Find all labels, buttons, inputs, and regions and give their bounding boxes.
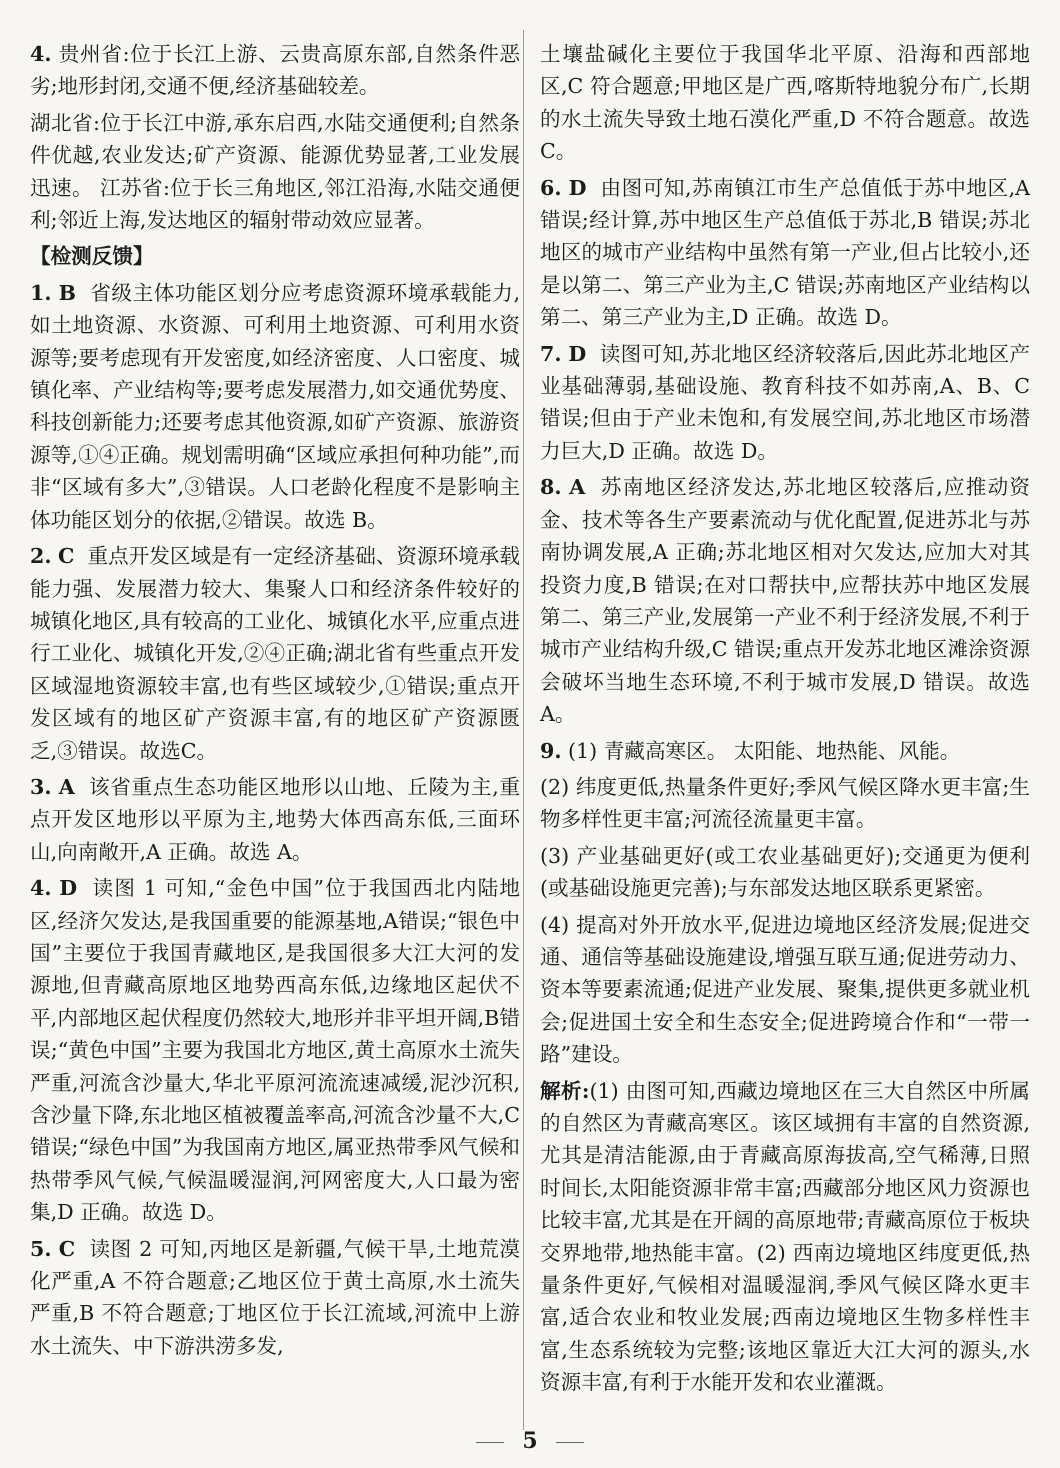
analysis [540,1075,1030,1399]
item-number: 4. [30,876,52,901]
column-divider [523,30,524,1430]
answer-item [540,338,1030,468]
item-text: 读图 2 可知,丙地区是新疆,气候干旱,土地荒漠化严重,A 不符合题意;乙地区位于黄土高原,水土流失严重,B 不符合题意;丁地区位于长江流域,河流中上游水土流失、中下游洪涝多发, [30,1236,520,1358]
item-answer: C [58,544,75,569]
item-text: (1) 青藏高寒区。 太阳能、地热能、风能。 [568,738,961,763]
item-number: 5. [30,1236,52,1261]
item-number: 3. [30,774,52,799]
answer-item [540,471,1030,730]
item-number: 4. [30,42,52,66]
answer-item [30,872,520,1228]
answer-item [540,735,1030,767]
analysis-label: 解析: [540,1078,590,1103]
item-answer: D [568,341,587,366]
answer-item [540,172,1030,334]
page-number [0,1428,1060,1454]
paragraph: (2) 纬度更低,热量条件更好;季风气候区降水更丰富;生物多样性更丰富;河流径流量更丰富。 [540,774,1030,832]
item-text: 读图可知,苏北地区经济较落后,因此苏北地区产业基础薄弱,基础设施、教育科技不如苏南,A、B、C 错误;但由于产业未饱和,有发展空间,苏北地区市场潜力巨大,D 正确。故选 D。 [540,341,1031,463]
answer-item [30,1233,520,1363]
item-number: 6. [540,175,562,200]
item-answer: D [568,175,587,200]
paragraph: (4) 提高对外开放水平,促进边境地区经济发展;促进交通、通信等基础设施建设,增强互联互通;促进劳动力、资本等要素流通;促进产业发展、聚集,提供更多就业机会;促进国土安全和生态安全;促进跨境合作和“一带一路”建设。 [540,912,1030,1067]
item-text: 该省重点生态功能区地形以山地、丘陵为主,重点开发区地形以平原为主,地势大体西高东低,三面环山,向南敞开,A 正确。故选 A。 [30,774,521,864]
item-number: 9. [540,738,562,763]
item-answer: B [58,280,77,305]
section-heading: 【检测反馈】 [30,244,154,269]
answer-item [30,38,520,103]
paragraph: 湖北省:位于长江中游,承东启西,水陆交通便利;自然条件优越,农业发达;矿产资源、能源优势显著,工业发展迅速。 江苏省:位于长三角地区,邻江沿海,水陆交通便利;邻近上海,发达地区的辐射带动效应显著。 [30,110,520,233]
item-text: 读图 1 可知,“金色中国”位于我国西北内陆地区,经济欠发达,是我国重要的能源基地,A错误;“银色中国”主要位于我国青藏地区,是我国很多大江大河的发源地,但青藏高原地区地势西高东低,边缘地区起伏不平,内部地区起伏程度仍然较大,地形并非平坦开阔,B错误;“黄色中国”主要为我国北方地区,黄土高原水土流失严重,河流含沙量大,华北平原河流流速减缓,泥沙沉积,含沙量下降,东北地区植被覆盖率高,河流含沙量不大,C 错误;“绿色中国”为我国南方地区,属亚热带季风气候和热带季风气候,气候温暖湿润,河网密度大,人口最为密集,D 正确。故选 D。 [30,876,521,1225]
answer-item [30,277,520,536]
item-text: 由图可知,苏南镇江市生产总值低于苏中地区,A 错误;经计算,苏中地区生产总值低于苏北,B 错误;苏北地区的城市产业结构中虽然有第一产业,但占比较小,还是以第二、第三产业为主,C 错误;苏南地区产业结构以第二、第三产业为主,D 正确。故选 D。 [540,175,1031,330]
answer-item [30,540,520,767]
paragraph: (3) 产业基础更好(或工农业基础更好);交通更为便利(或基础设施更完善);与东部发达地区联系更紧密。 [540,843,1030,901]
answer-item [30,771,520,868]
item-answer: A [569,475,586,500]
item-number: 7. [540,341,562,366]
item-number: 8. [540,475,562,500]
paragraph: 土壤盐碱化主要位于我国华北平原、沿海和西部地区,C 符合题意;甲地区是广西,喀斯特地貌分布广,长期的水土流失导致土地石漠化严重,D 不符合题意。故选 C。 [540,42,1030,164]
item-answer: A [58,774,75,799]
item-text: 苏南地区经济发达,苏北地区较落后,应推动资金、技术等各生产要素流动与优化配置,促进苏北与苏南协调发展,A 正确;苏北地区相对欠发达,应加大对其投资力度,B 错误;在对口帮扶中,应帮扶苏中地区发展第二、第三产业,发展第一产业不利于经济发展,不利于城市产业结构升级,C 错误;重点开发苏北地区滩涂资源会破坏当地生态环境,不利于城市发展,D 错误。故选 A。 [540,475,1031,727]
right-column [540,38,1030,1403]
item-text: 重点开发区域是有一定经济基础、资源环境承载能力强、发展潜力较大、集聚人口和经济条件较好的城镇化地区,具有较高的工业化、城镇化水平,应重点进行工业化、城镇化开发,②④正确;湖北省有些重点开发区域湿地资源较丰富,也有些区域较少,①错误;重点开发区域有的地区矿产资源丰富,有的地区矿产资源匮乏,③错误。故选C。 [30,544,520,763]
item-answer: D [59,876,78,901]
item-number: 2. [30,544,52,569]
item-number: 1. [30,280,52,305]
left-column [30,38,520,1366]
item-text: 省级主体功能区划分应考虑资源环境承载能力,如土地资源、水资源、可利用土地资源、可利用水资源等;要考虑现有开发密度,如经济密度、人口密度、城镇化率、产业结构等;要考虑发展潜力,如交通优势度、科技创新能力;还要考虑其他资源,如矿产资源、旅游资源等,①④正确。规划需明确“区域应承担何种功能”,而非“区域有多大”,③错误。人口老龄化程度不是影响主体功能区划分的依据,②错误。故选 B。 [30,280,521,532]
item-text: 贵州省:位于长江上游、云贵高原东部,自然条件恶劣;地形封闭,交通不便,经济基础较差。 [30,42,521,99]
item-answer: C [58,1236,76,1261]
analysis-text: (1) 由图可知,西藏边境地区在三大自然区中所属的自然区为青藏高寒区。该区域拥有丰富的自然资源,尤其是清洁能源,由于青藏高原海拔高,空气稀薄,日照时间长,太阳能资源非常丰富;西藏部分地区风力资源也比较丰富,尤其是在开阔的高原地带;青藏高原位于板块交界地带,地热能丰富。(2) 西南边境地区纬度更低,热量条件更好,气候相对温暖湿润,季风气候区降水更丰富,适合农业和牧业发展;西南边境地区生物多样性丰富,生态系统较为完整;该地区靠近大江大河的源头,水资源丰富,有利于水能开发和农业灌溉。 [540,1078,1031,1395]
page-number-text: 5 [522,1428,538,1454]
